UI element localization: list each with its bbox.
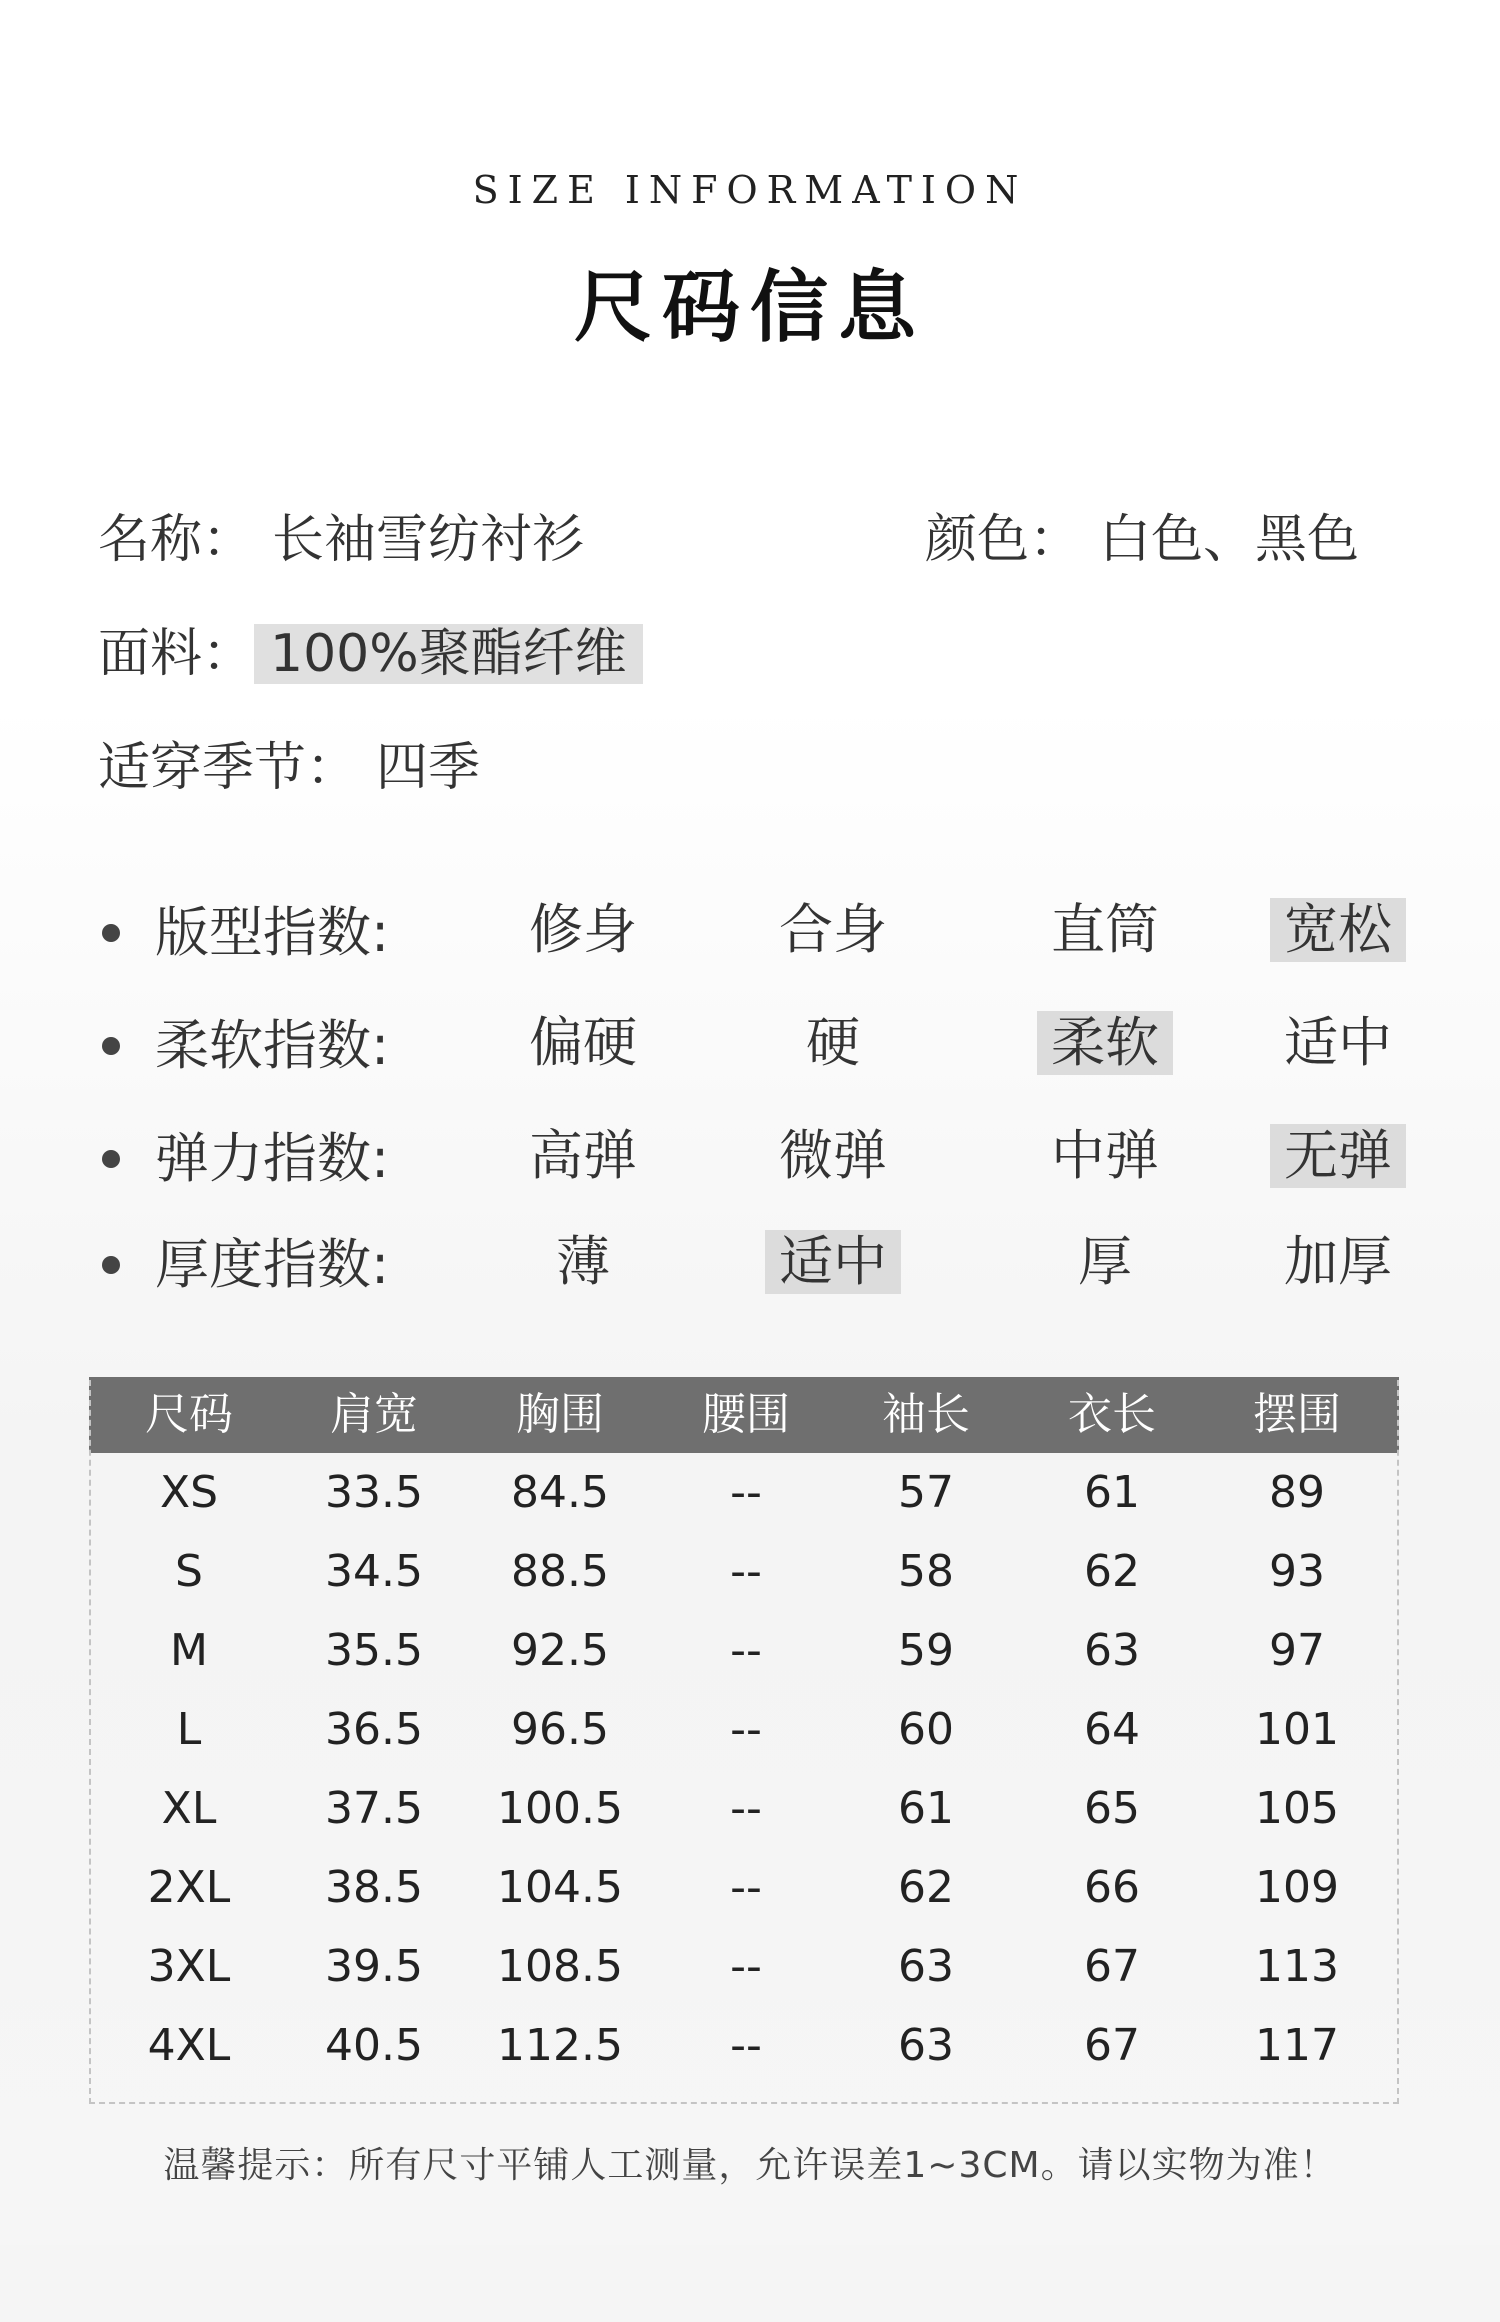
measure-cell: --	[730, 1625, 762, 1676]
index-row	[0, 1230, 1500, 1300]
measure-cell: 63	[1084, 1625, 1140, 1676]
index-option: 高弹	[529, 1124, 637, 1187]
index-option-selected: 无弹	[1270, 1124, 1406, 1188]
measure-cell: --	[730, 1467, 762, 1518]
index-row	[0, 898, 1500, 968]
measure-cell: 108.5	[497, 1941, 623, 1992]
measure-cell: 65	[1084, 1783, 1140, 1834]
column-header: 肩宽	[330, 1389, 418, 1440]
bullet-icon	[102, 1150, 120, 1168]
index-option: 硬	[806, 1011, 860, 1074]
measure-cell: --	[730, 1941, 762, 1992]
index-option-selected: 柔软	[1037, 1011, 1173, 1075]
size-cell: XL	[161, 1783, 217, 1834]
measure-cell: 61	[898, 1783, 954, 1834]
measure-cell: 100.5	[497, 1783, 623, 1834]
measure-cell: 62	[898, 1862, 954, 1913]
index-option: 薄	[556, 1230, 610, 1293]
size-cell: L	[176, 1704, 202, 1755]
measure-cell: 36.5	[325, 1704, 423, 1755]
measure-cell: 105	[1255, 1783, 1339, 1834]
measure-cell: 38.5	[325, 1862, 423, 1913]
measure-cell: 62	[1084, 1546, 1140, 1597]
measure-cell: 67	[1084, 1941, 1140, 1992]
measure-cell: 88.5	[511, 1546, 609, 1597]
index-option: 偏硬	[529, 1011, 637, 1074]
season-value: 四季	[376, 738, 481, 798]
column-header: 衣长	[1068, 1389, 1156, 1440]
measure-cell: --	[730, 1862, 762, 1913]
name-value: 长袖雪纺衬衫	[272, 510, 585, 570]
measure-cell: 92.5	[511, 1625, 609, 1676]
size-cell: 3XL	[147, 1941, 231, 1992]
product-fabric	[98, 624, 643, 684]
index-row	[0, 1124, 1500, 1194]
color-label: 颜色：	[925, 510, 1082, 570]
measure-cell: 93	[1269, 1546, 1325, 1597]
measure-cell: --	[730, 1546, 762, 1597]
measure-cell: 104.5	[497, 1862, 623, 1913]
bullet-icon	[102, 1037, 120, 1055]
measure-cell: 35.5	[325, 1625, 423, 1676]
column-header: 摆围	[1253, 1389, 1341, 1440]
measure-cell: 57	[898, 1467, 954, 1518]
measure-cell: 40.5	[325, 2020, 423, 2071]
footer-band	[0, 2245, 1500, 2322]
section-subtitle: SIZE INFORMATION	[472, 168, 1028, 212]
measure-cell: 39.5	[325, 1941, 423, 1992]
measure-cell: 63	[898, 1941, 954, 1992]
measure-cell: 34.5	[325, 1546, 423, 1597]
bullet-icon	[102, 1256, 120, 1274]
index-option: 适中	[1284, 1011, 1392, 1074]
index-option: 中弹	[1051, 1124, 1159, 1187]
measure-cell: 101	[1255, 1704, 1339, 1755]
product-name	[98, 510, 584, 570]
index-option-selected: 适中	[765, 1230, 901, 1294]
index-option: 修身	[529, 898, 637, 961]
fabric-value: 100%聚酯纤维	[254, 624, 643, 684]
index-label: 厚度指数:	[155, 1233, 390, 1296]
index-label: 弹力指数:	[155, 1127, 390, 1190]
column-header: 腰围	[702, 1389, 790, 1440]
measure-cell: 59	[898, 1625, 954, 1676]
column-header: 胸围	[516, 1389, 604, 1440]
name-label: 名称：	[98, 510, 255, 570]
size-cell: 4XL	[147, 2020, 231, 2071]
index-label: 柔软指数:	[155, 1014, 390, 1077]
measure-cell: --	[730, 1704, 762, 1755]
column-header: 袖长	[882, 1389, 970, 1440]
size-cell: 2XL	[147, 1862, 231, 1913]
measure-cell: 117	[1255, 2020, 1339, 2071]
size-cell: S	[175, 1546, 203, 1597]
measure-cell: 97	[1269, 1625, 1325, 1676]
measure-cell: 112.5	[497, 2020, 623, 2071]
measurement-note: 温馨提示：所有尺寸平铺人工测量，允许误差1~3CM。请以实物为准！	[163, 2145, 1337, 2186]
index-option: 厚	[1078, 1230, 1132, 1293]
measure-cell: 67	[1084, 2020, 1140, 2071]
size-cell: XS	[159, 1467, 219, 1518]
measure-cell: 37.5	[325, 1783, 423, 1834]
page-title: 尺码信息	[573, 263, 926, 353]
measure-cell: 58	[898, 1546, 954, 1597]
measure-cell: --	[730, 2020, 762, 2071]
size-cell: M	[170, 1625, 208, 1676]
column-header: 尺码	[145, 1389, 233, 1440]
index-option: 微弹	[779, 1124, 887, 1187]
index-option: 合身	[779, 898, 887, 961]
measure-cell: 96.5	[511, 1704, 609, 1755]
index-row	[0, 1011, 1500, 1081]
fabric-label: 面料：	[98, 624, 255, 684]
measure-cell: 109	[1255, 1862, 1339, 1913]
index-label: 版型指数:	[155, 901, 390, 964]
product-color	[925, 510, 1359, 570]
measure-cell: 63	[898, 2020, 954, 2071]
measure-cell: 64	[1084, 1704, 1140, 1755]
measure-cell: 60	[898, 1704, 954, 1755]
measure-cell: 89	[1269, 1467, 1325, 1518]
measure-cell: 84.5	[511, 1467, 609, 1518]
index-option: 直筒	[1051, 898, 1159, 961]
color-value: 白色、黑色	[1099, 510, 1360, 570]
index-option-selected: 宽松	[1270, 898, 1406, 962]
measure-cell: 66	[1084, 1862, 1140, 1913]
measure-cell: 61	[1084, 1467, 1140, 1518]
index-option: 加厚	[1284, 1230, 1392, 1293]
measure-cell: 33.5	[325, 1467, 423, 1518]
measure-cell: 113	[1255, 1941, 1339, 1992]
product-season	[98, 738, 480, 798]
measure-cell: --	[730, 1783, 762, 1834]
season-label: 适穿季节：	[98, 738, 359, 798]
bullet-icon	[102, 924, 120, 942]
